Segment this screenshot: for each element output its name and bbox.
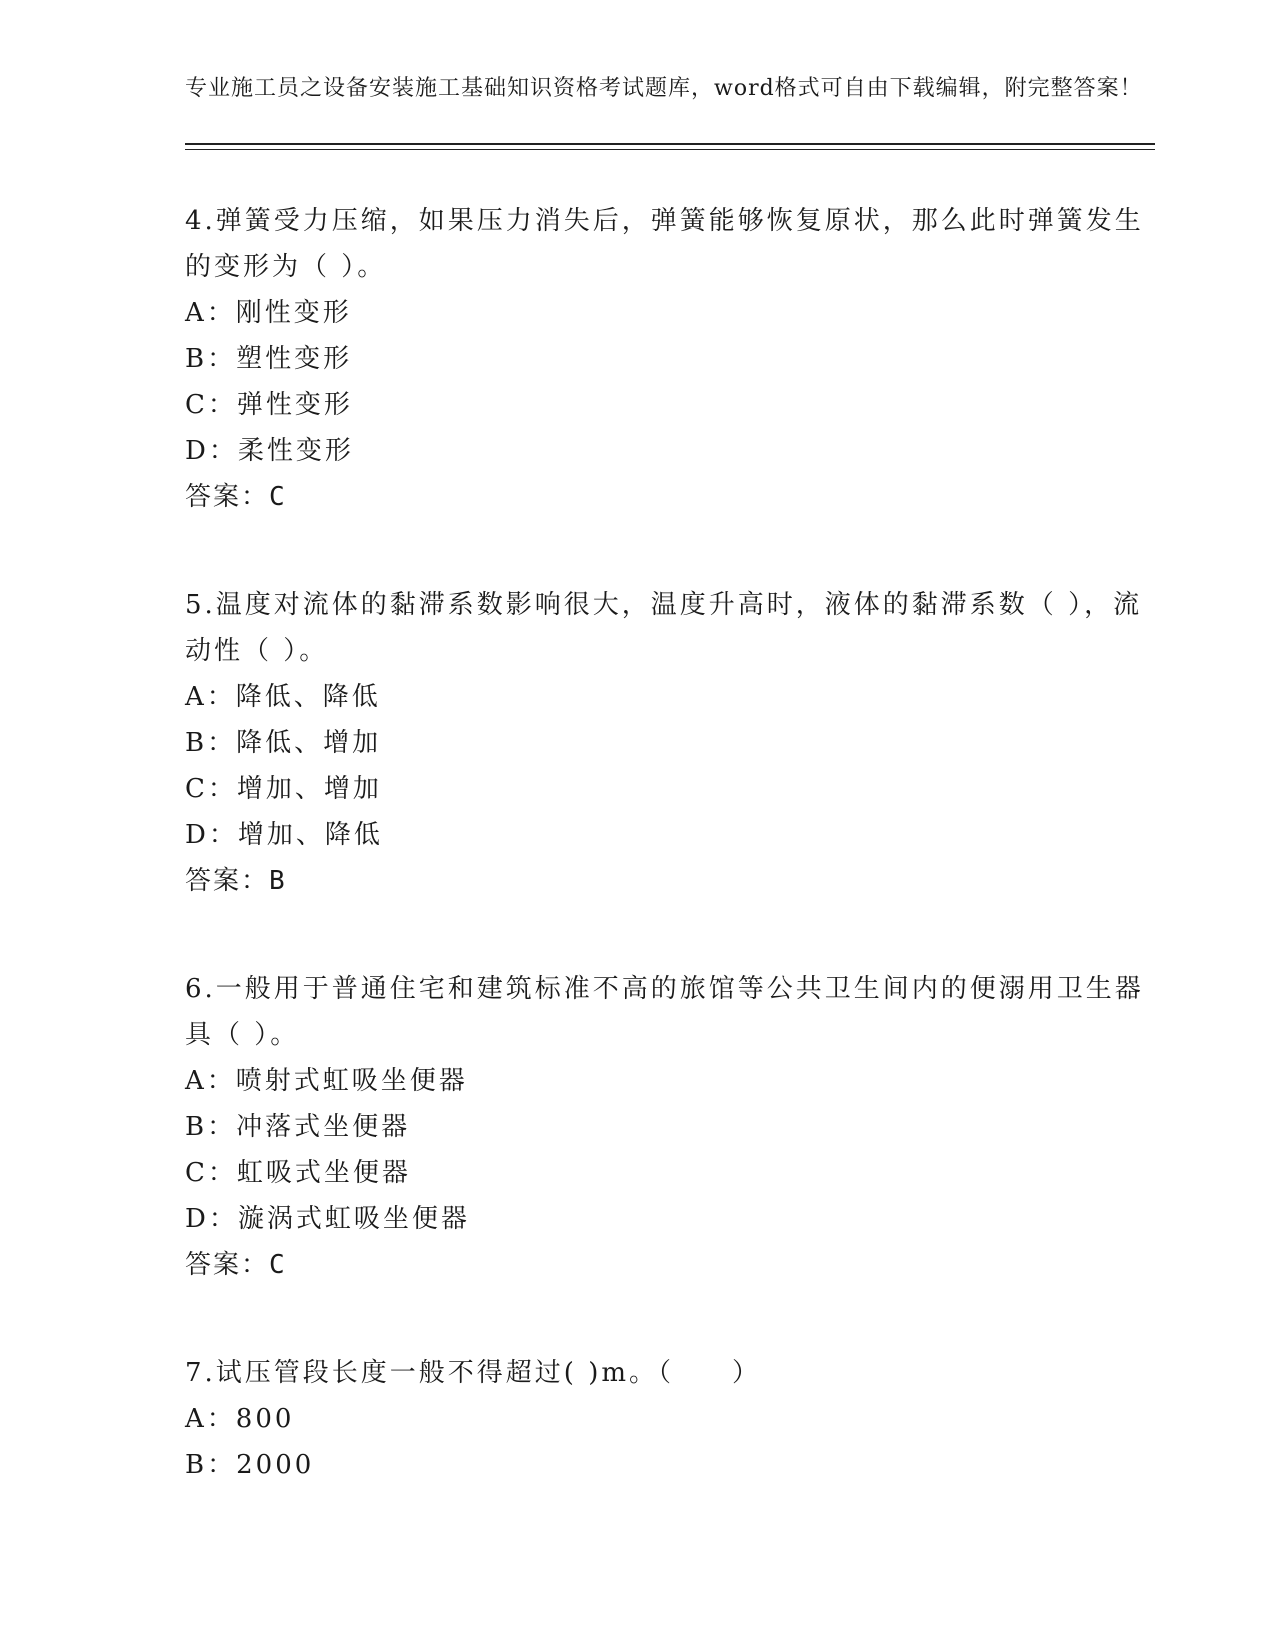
option-c: C：虹吸式坐便器: [185, 1158, 411, 1188]
option-b: B：塑性变形: [185, 344, 353, 374]
question-stem: 6.一般用于普通住宅和建筑标准不高的旅馆等公共卫生间内的便溺用卫生器具（ ）。: [185, 974, 1144, 1050]
answer-label: 答案：: [185, 482, 270, 512]
question-stem: 5.温度对流体的黏滞系数影响很大，温度升高时，液体的黏滞系数（ ），流动性（ ）。: [185, 590, 1143, 666]
option-a: A：800: [185, 1404, 295, 1434]
answer-value: B: [269, 866, 286, 896]
option-a: A：刚性变形: [185, 298, 352, 328]
answer-label: 答案：: [185, 1250, 270, 1280]
option-c: C：增加、增加: [185, 774, 382, 804]
question-4: [185, 198, 1155, 520]
question-7: [185, 1350, 1155, 1488]
answer-label: 答案：: [185, 866, 270, 896]
option-d: D：增加、降低: [185, 820, 383, 850]
option-a: A：降低、降低: [185, 682, 381, 712]
question-stem: 7.试压管段长度一般不得超过( )m。（ ）: [185, 1358, 762, 1388]
option-b: B：冲落式坐便器: [185, 1112, 411, 1142]
answer-line: [185, 1242, 1155, 1288]
option-b: B：2000: [185, 1450, 315, 1480]
option-a: A：喷射式虹吸坐便器: [185, 1066, 468, 1096]
question-5: [185, 582, 1155, 904]
answer-line: [185, 858, 1155, 904]
question-6: [185, 966, 1155, 1288]
option-b: B：降低、增加: [185, 728, 382, 758]
option-d: D：漩涡式虹吸坐便器: [185, 1204, 470, 1234]
answer-line: [185, 474, 1155, 520]
document-page: [185, 72, 1155, 1488]
header-divider: [185, 143, 1155, 150]
option-c: C：弹性变形: [185, 390, 353, 420]
option-d: D：柔性变形: [185, 436, 354, 466]
answer-value: C: [269, 1250, 286, 1280]
answer-value: C: [269, 482, 286, 512]
document-header: 专业施工员之设备安装施工基础知识资格考试题库，word格式可自由下载编辑，附完整答案！: [185, 76, 1143, 101]
question-stem: 4.弹簧受力压缩，如果压力消失后，弹簧能够恢复原状，那么此时弹簧发生的变形为（ ）。: [185, 206, 1144, 282]
